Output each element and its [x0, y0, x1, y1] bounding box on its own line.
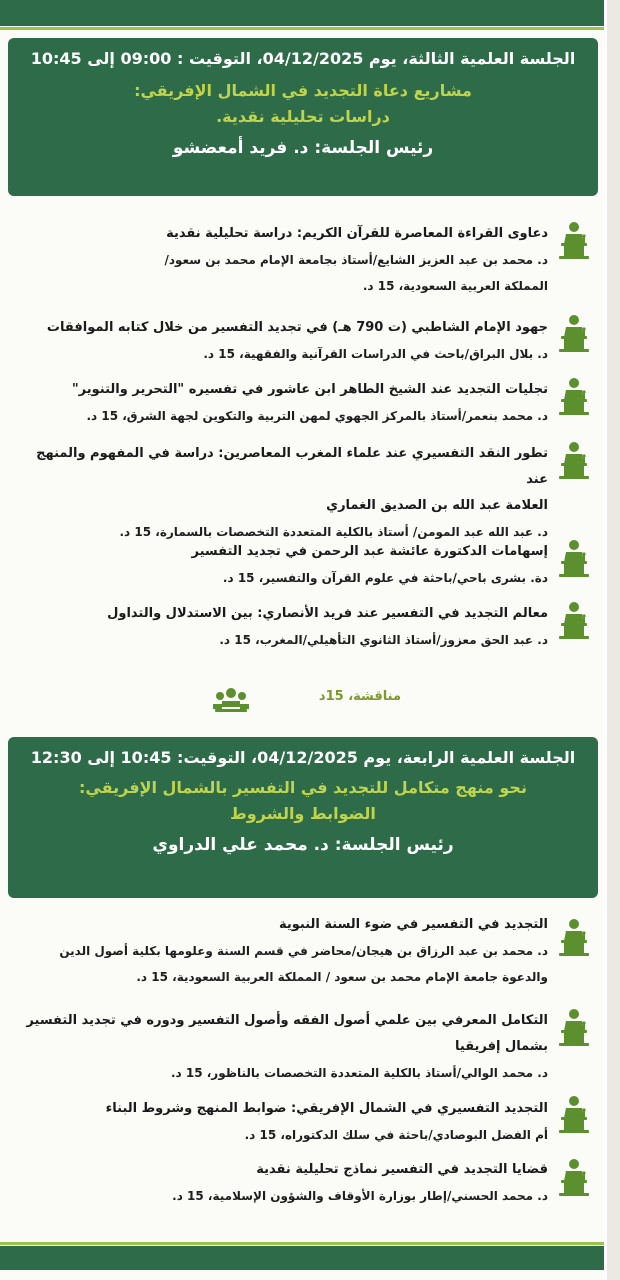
talk-title: التجديد التفسيري في الشمال الإفريقي: ضوابط المنهج وشروط البناء: [105, 1101, 548, 1116]
discussion-label: مناقشة، 15د: [318, 689, 401, 704]
session3-talk-6: [20, 601, 548, 653]
talk-speaker: د. محمد الوالي/أستاذ بالكلية المتعددة التخصصات بالناظور، 15 د.: [170, 1066, 548, 1080]
talk-title-cont: بشمال إفريقيا: [455, 1039, 548, 1054]
top-green-band: [0, 0, 604, 26]
talk-title: قضايا التجديد في التفسير نماذج تحليلية نقدية: [256, 1162, 548, 1177]
speaker-at-podium-icon: [554, 917, 594, 957]
session4-header-panel: [8, 737, 598, 898]
discussion-group-icon: [211, 686, 251, 714]
speaker-at-podium-icon: [554, 1157, 594, 1197]
talk-title-cont: العلامة عبد الله بن الصديق الغماري: [326, 498, 548, 513]
speaker-at-podium-icon: [554, 600, 594, 640]
talk-speaker-cont: والدعوة جامعة الإمام محمد بن سعود / المملكة العربية السعودية، 15 د.: [136, 970, 548, 984]
talk-speaker: دة. بشرى باحي/باحثة في علوم القرآن والتفسير، 15 د.: [222, 571, 548, 585]
speaker-at-podium-icon: [554, 1007, 594, 1047]
session4-header: الجلسة العلمية الرابعة، يوم 04/12/2025، التوقيت: 10:45 إلى 12:30: [30, 748, 576, 767]
talk-speaker: د. محمد بنعمر/أستاذ بالمركز الجهوي لمهن التربية والتكوين لجهة الشرق، 15 د.: [86, 409, 548, 423]
speaker-at-podium-icon: [554, 313, 594, 353]
session3-chair: رئيس الجلسة: د. فريد أمعضشو: [172, 138, 434, 158]
talk-title: تجليات التجديد عند الشيخ الطاهر ابن عاشور في تفسيره "التحرير والتنوير": [71, 382, 548, 397]
discussion-break: [0, 686, 604, 716]
talk-title: التجديد في التفسير في ضوء السنة النبوية: [278, 917, 548, 932]
session4-talk-4: [20, 1157, 548, 1209]
speaker-at-podium-icon: [554, 440, 594, 480]
session4-title-line2: الضوابط والشروط: [230, 804, 376, 823]
speaker-at-podium-icon: [554, 538, 594, 578]
session4-talk-2: [20, 1008, 548, 1086]
talk-title: إسهامات الدكتورة عائشة عبد الرحمن في تجديد التفسير: [191, 544, 548, 559]
talk-speaker: د. محمد بن عبد العزيز الشايع/أستاذ بجامعة الإمام محمد بن سعود/: [164, 253, 548, 267]
bottom-green-band: [0, 1246, 604, 1270]
session3-talk-4: [20, 441, 548, 545]
session3-header-panel: [8, 38, 598, 196]
session3-talk-3: [20, 377, 548, 429]
talk-title: التكامل المعرفي بين علمي أصول الفقه وأصول التفسير ودوره في تجديد التفسير: [26, 1013, 548, 1028]
talk-title: دعاوى القراءة المعاصرة للقرآن الكريم: دراسة تحليلية نقدية: [166, 226, 548, 241]
talk-speaker: أم الفضل البوصادي/باحثة في سلك الدكتوراه، 15 د.: [244, 1128, 548, 1142]
session3-talk-1: [20, 221, 548, 299]
session4-title-line1: نحو منهج متكامل للتجديد في التفسير بالشمال الإفريقي:: [79, 778, 527, 797]
session4-talk-3: [20, 1096, 548, 1148]
session3-talk-5: [20, 539, 548, 591]
talk-title: معالم التجديد في التفسير عند فريد الأنصاري: بين الاستدلال والتداول: [107, 606, 548, 621]
right-decorative-strip: [604, 0, 620, 1280]
talk-speaker: د. بلال البراق/باحث في الدراسات القرآنية والفقهية، 15 د.: [203, 347, 548, 361]
talk-speaker: د. عبد الحق معزوز/أستاذ الثانوي التأهيلي/المغرب، 15 د.: [219, 633, 548, 647]
talk-speaker: د. محمد الحسني/إطار بوزارة الأوقاف والشؤون الإسلامية، 15 د.: [172, 1189, 548, 1203]
talk-speaker: د. عبد الله عبد المومن/ أستاذ بالكلية المتعددة التخصصات بالسمارة، 15 د.: [119, 525, 548, 539]
speaker-at-podium-icon: [554, 220, 594, 260]
session3-title-line2: دراسات تحليلية نقدية.: [216, 107, 390, 126]
talk-speaker: د. محمد بن عبد الرزاق بن هيجان/محاضر في قسم السنة وعلومها بكلية أصول الدين: [59, 944, 548, 958]
session3-talk-2: [20, 315, 548, 367]
talk-speaker-cont: المملكة العربية السعودية، 15 د.: [362, 279, 548, 293]
talk-title: تطور النقد التفسيري عند علماء المغرب المعاصرين: دراسة في المفهوم والمنهج عند: [36, 446, 548, 487]
session4-chair: رئيس الجلسة: د. محمد علي الدراوي: [152, 835, 454, 855]
session3-title-line1: مشاريع دعاة التجديد في الشمال الإفريقي:: [134, 81, 472, 100]
session3-header: الجلسة العلمية الثالثة، يوم 04/12/2025، التوقيت : 09:00 إلى 10:45: [30, 49, 576, 68]
talk-title: جهود الإمام الشاطبي (ت 790 هـ) في تجديد التفسير من خلال كتابه الموافقات: [46, 320, 548, 335]
session4-talk-1: [20, 912, 548, 990]
speaker-at-podium-icon: [554, 1094, 594, 1134]
speaker-at-podium-icon: [554, 376, 594, 416]
